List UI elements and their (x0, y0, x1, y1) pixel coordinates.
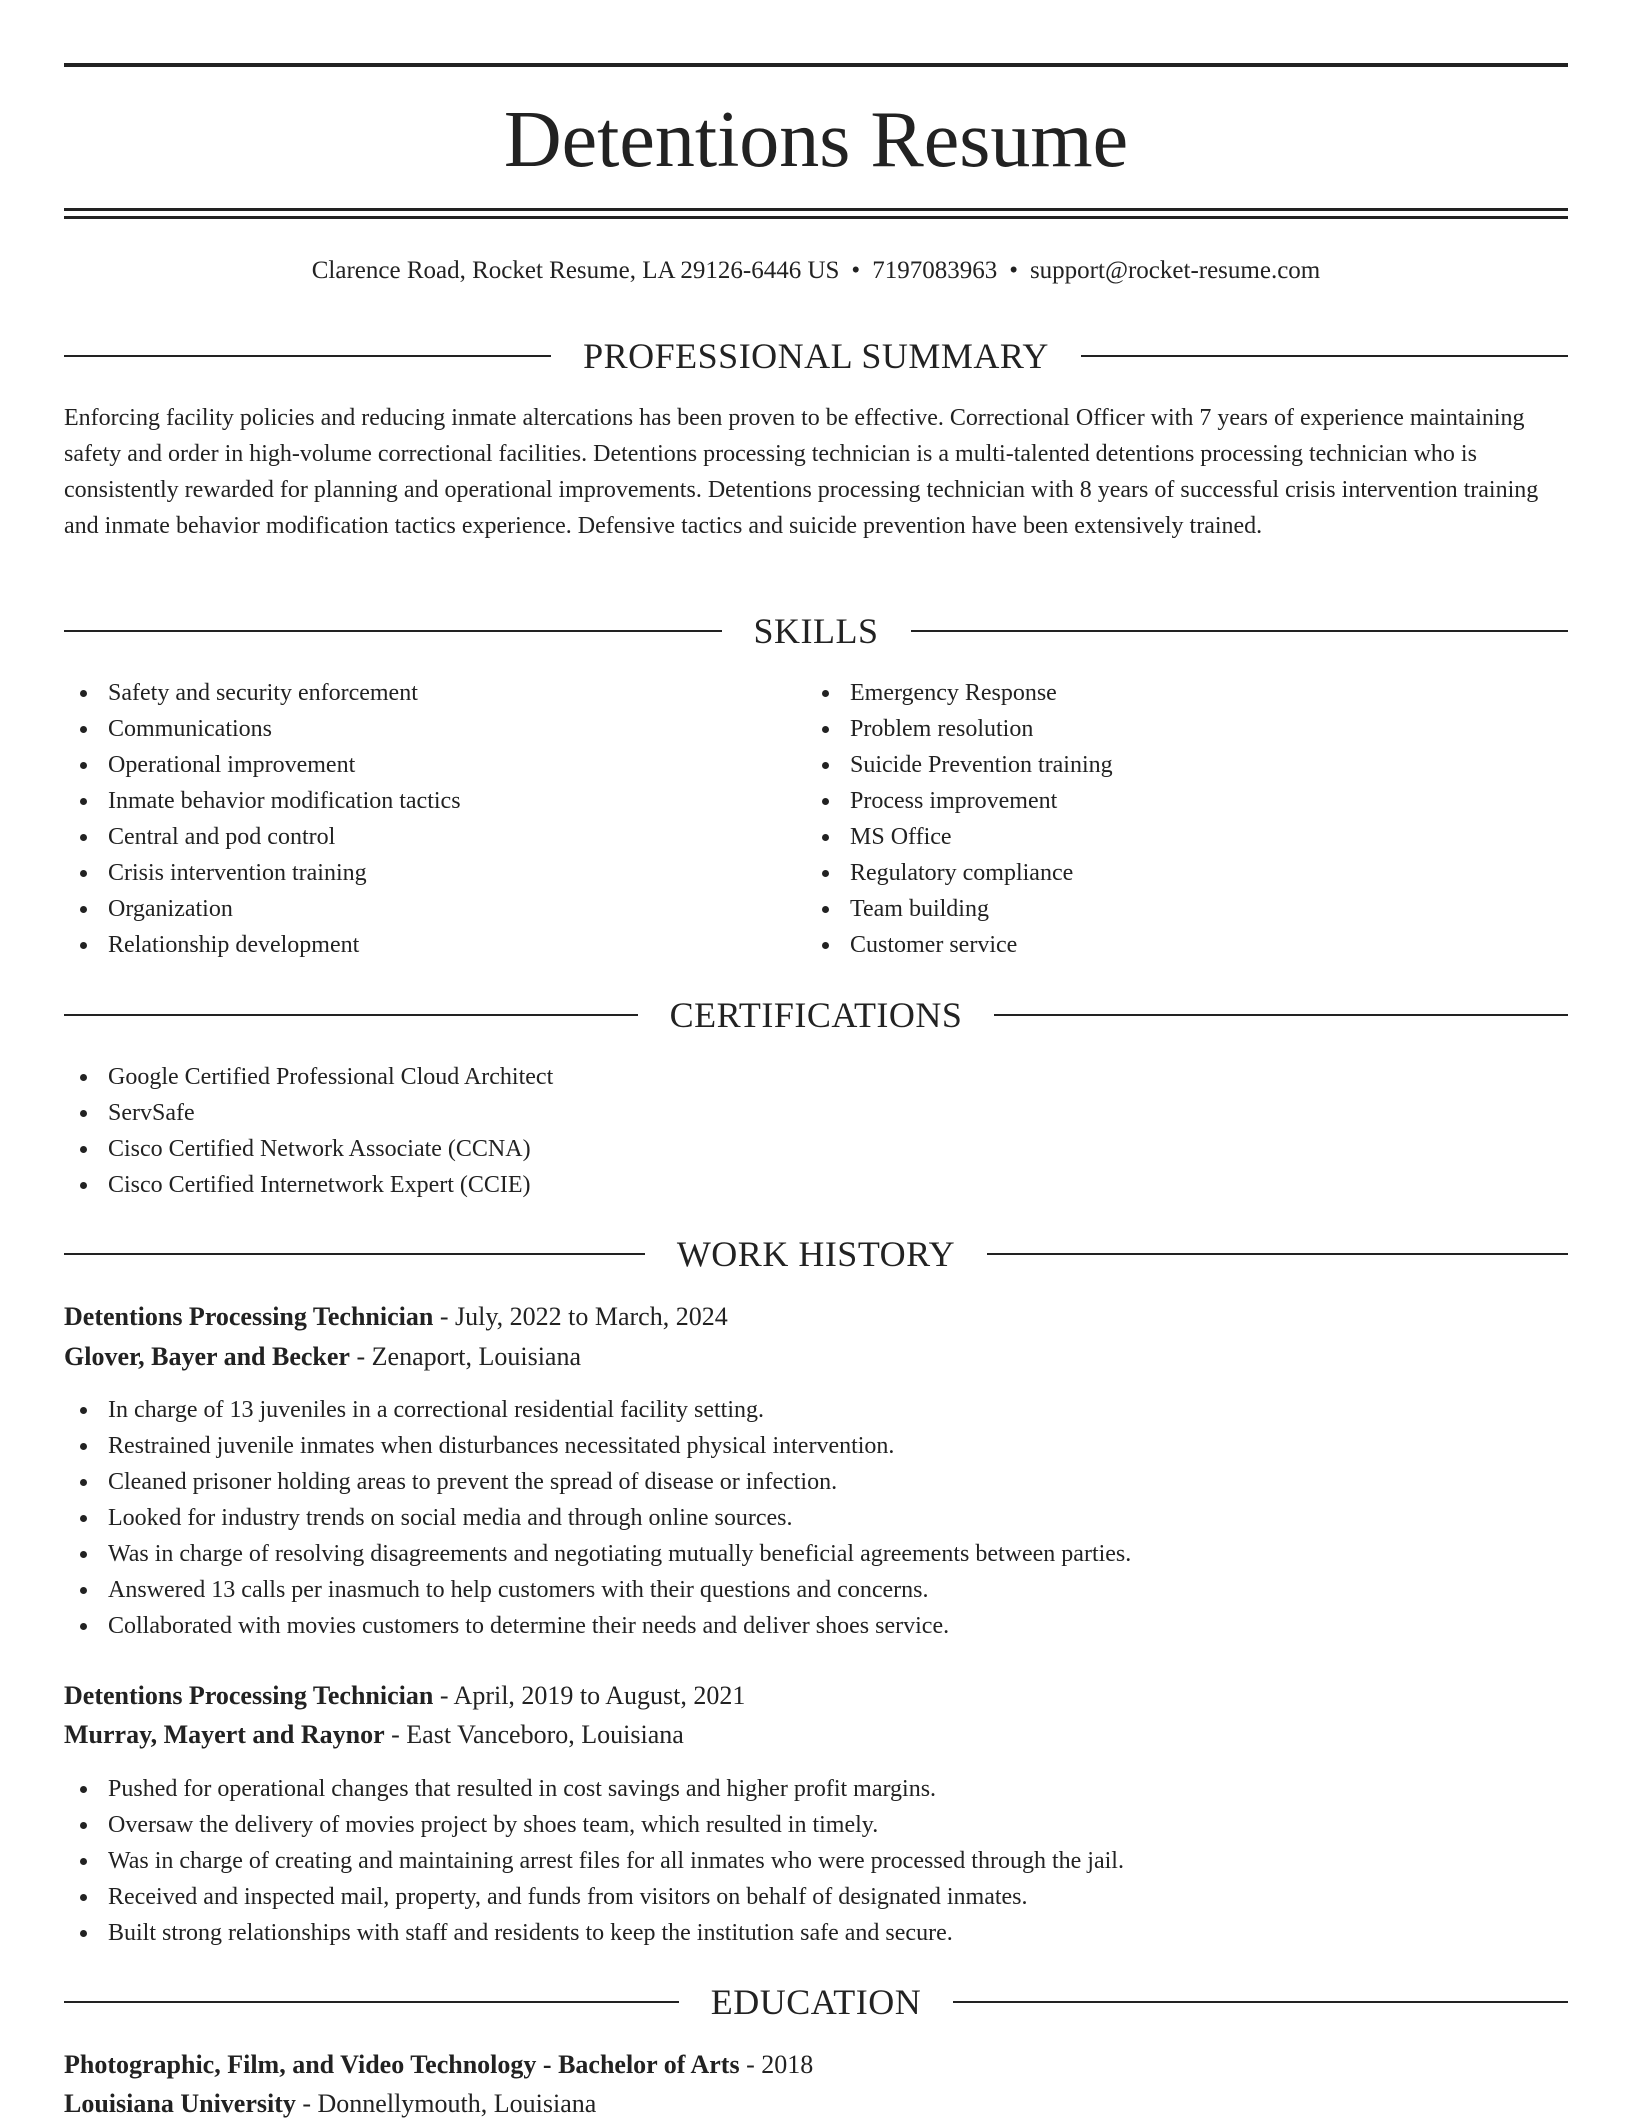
job-title: Detentions Processing Technician (64, 1302, 434, 1331)
list-item: Cisco Certified Internetwork Expert (CCIE) (64, 1167, 1568, 1203)
list-item: Collaborated with movies customers to determine their needs and deliver shoes service. (64, 1608, 1568, 1644)
section-rule-left (64, 1253, 645, 1255)
header-top-rule (64, 63, 1568, 67)
list-item: Safety and security enforcement (64, 675, 804, 711)
job-company: Glover, Bayer and Becker (64, 1342, 350, 1371)
education-degree: Photographic, Film, and Video Technology - Bachelor of Arts (64, 2050, 740, 2079)
certifications-list (64, 1059, 1568, 1203)
resume-title: Detentions Resume (503, 96, 1129, 184)
job-title: Detentions Processing Technician (64, 1681, 434, 1710)
list-item: Problem resolution (806, 711, 1546, 747)
section-rule-right (994, 1014, 1568, 1016)
list-item: MS Office (806, 819, 1546, 855)
skills-list-left (64, 675, 804, 963)
list-item: Received and inspected mail, property, and funds from visitors on behalf of designated inmates. (64, 1879, 1568, 1915)
list-item: Crisis intervention training (64, 855, 804, 891)
list-item: Process improvement (806, 783, 1546, 819)
section-title: WORK HISTORY (676, 1234, 956, 1274)
contact-separator: • (1009, 257, 1018, 284)
job-location: - Zenaport, Louisiana (349, 1342, 582, 1371)
summary-text: Enforcing facility policies and reducing inmate altercations has been proven to be effective. Correctional Officer with 7 years of experience maintaining safety and order in high-volume correctional facilities. Detentions processing technician is a multi-talented detentions processing technician who is consistently rewarded for planning and operational improvements. Detentions processing technician with 8 years of successful crisis intervention training and inmate behavior modification tactics experience. Defensive tactics and suicide prevention have been extensively trained. (64, 405, 1539, 539)
list-item: Operational improvement (64, 747, 804, 783)
job-dates: - July, 2022 to March, 2024 (433, 1302, 728, 1331)
list-item: In charge of 13 juveniles in a correctional residential facility setting. (64, 1392, 1568, 1428)
list-item: Oversaw the delivery of movies project by shoes team, which resulted in timely. (64, 1807, 1568, 1843)
list-item: Built strong relationships with staff and residents to keep the institution safe and secure. (64, 1915, 1568, 1951)
list-item: Was in charge of creating and maintaining arrest files for all inmates who were processed through the jail. (64, 1843, 1568, 1879)
education-location: - Donnellymouth, Louisiana (295, 2089, 597, 2118)
list-item: Customer service (806, 927, 1546, 963)
contact-email: support@rocket-resume.com (1029, 257, 1321, 284)
education-year: - 2018 (739, 2050, 814, 2079)
list-item: Communications (64, 711, 804, 747)
job-dates: - April, 2019 to August, 2021 (433, 1681, 746, 1710)
skills-list-right (806, 675, 1546, 963)
section-rule-right (987, 1253, 1568, 1255)
list-item: Looked for industry trends on social media and through online sources. (64, 1500, 1568, 1536)
list-item: Organization (64, 891, 804, 927)
contact-separator: • (851, 257, 861, 284)
list-item: Cleaned prisoner holding areas to prevent the spread of disease or infection. (64, 1464, 1568, 1500)
job-title-line (64, 1678, 1568, 1714)
list-item: Suicide Prevention training (806, 747, 1546, 783)
job-title-line (64, 1299, 1568, 1335)
contact-line (64, 254, 1568, 288)
section-header-education (64, 1982, 1568, 2022)
section-title: PROFESSIONAL SUMMARY (583, 336, 1049, 376)
section-header-skills (64, 611, 1568, 651)
section-title: EDUCATION (710, 1982, 922, 2022)
education-degree-line (64, 2047, 1568, 2083)
list-item: Google Certified Professional Cloud Architect (64, 1059, 1568, 1095)
section-header-certifications (64, 995, 1568, 1035)
list-item: Restrained juvenile inmates when disturbances necessitated physical intervention. (64, 1428, 1568, 1464)
job-company-line (64, 1339, 1568, 1375)
section-rule-left (64, 1014, 638, 1016)
section-title: SKILLS (753, 611, 879, 651)
list-item: Central and pod control (64, 819, 804, 855)
list-item: Regulatory compliance (806, 855, 1546, 891)
section-header-summary (64, 336, 1568, 376)
section-header-work-history (64, 1234, 1568, 1274)
section-rule-right (911, 630, 1569, 632)
section-rule-right (1081, 355, 1568, 357)
header-double-rule-upper (64, 208, 1568, 211)
list-item: Emergency Response (806, 675, 1546, 711)
list-item: Pushed for operational changes that resulted in cost savings and higher profit margins. (64, 1771, 1568, 1807)
job-duties-list (64, 1771, 1568, 1951)
section-rule-right (953, 2001, 1568, 2003)
list-item: Team building (806, 891, 1546, 927)
education-school-line (64, 2086, 1568, 2122)
section-title: CERTIFICATIONS (669, 995, 963, 1035)
job-duties-list (64, 1392, 1568, 1644)
list-item: Relationship development (64, 927, 804, 963)
job-company: Murray, Mayert and Raynor (64, 1720, 385, 1749)
list-item: ServSafe (64, 1095, 1568, 1131)
education-school: Louisiana University (64, 2089, 296, 2118)
list-item: Was in charge of resolving disagreements and negotiating mutually beneficial agreements between parties. (64, 1536, 1568, 1572)
job-location: - East Vanceboro, Louisiana (384, 1720, 684, 1749)
contact-address: Clarence Road, Rocket Resume, LA 29126-6446 US (311, 257, 840, 284)
header-double-rule-lower (64, 216, 1568, 219)
section-rule-left (64, 2001, 679, 2003)
contact-phone: 7197083963 (872, 257, 998, 284)
list-item: Inmate behavior modification tactics (64, 783, 804, 819)
section-rule-left (64, 630, 722, 632)
job-company-line (64, 1717, 1568, 1753)
list-item: Cisco Certified Network Associate (CCNA) (64, 1131, 1568, 1167)
list-item: Answered 13 calls per inasmuch to help customers with their questions and concerns. (64, 1572, 1568, 1608)
section-rule-left (64, 355, 551, 357)
